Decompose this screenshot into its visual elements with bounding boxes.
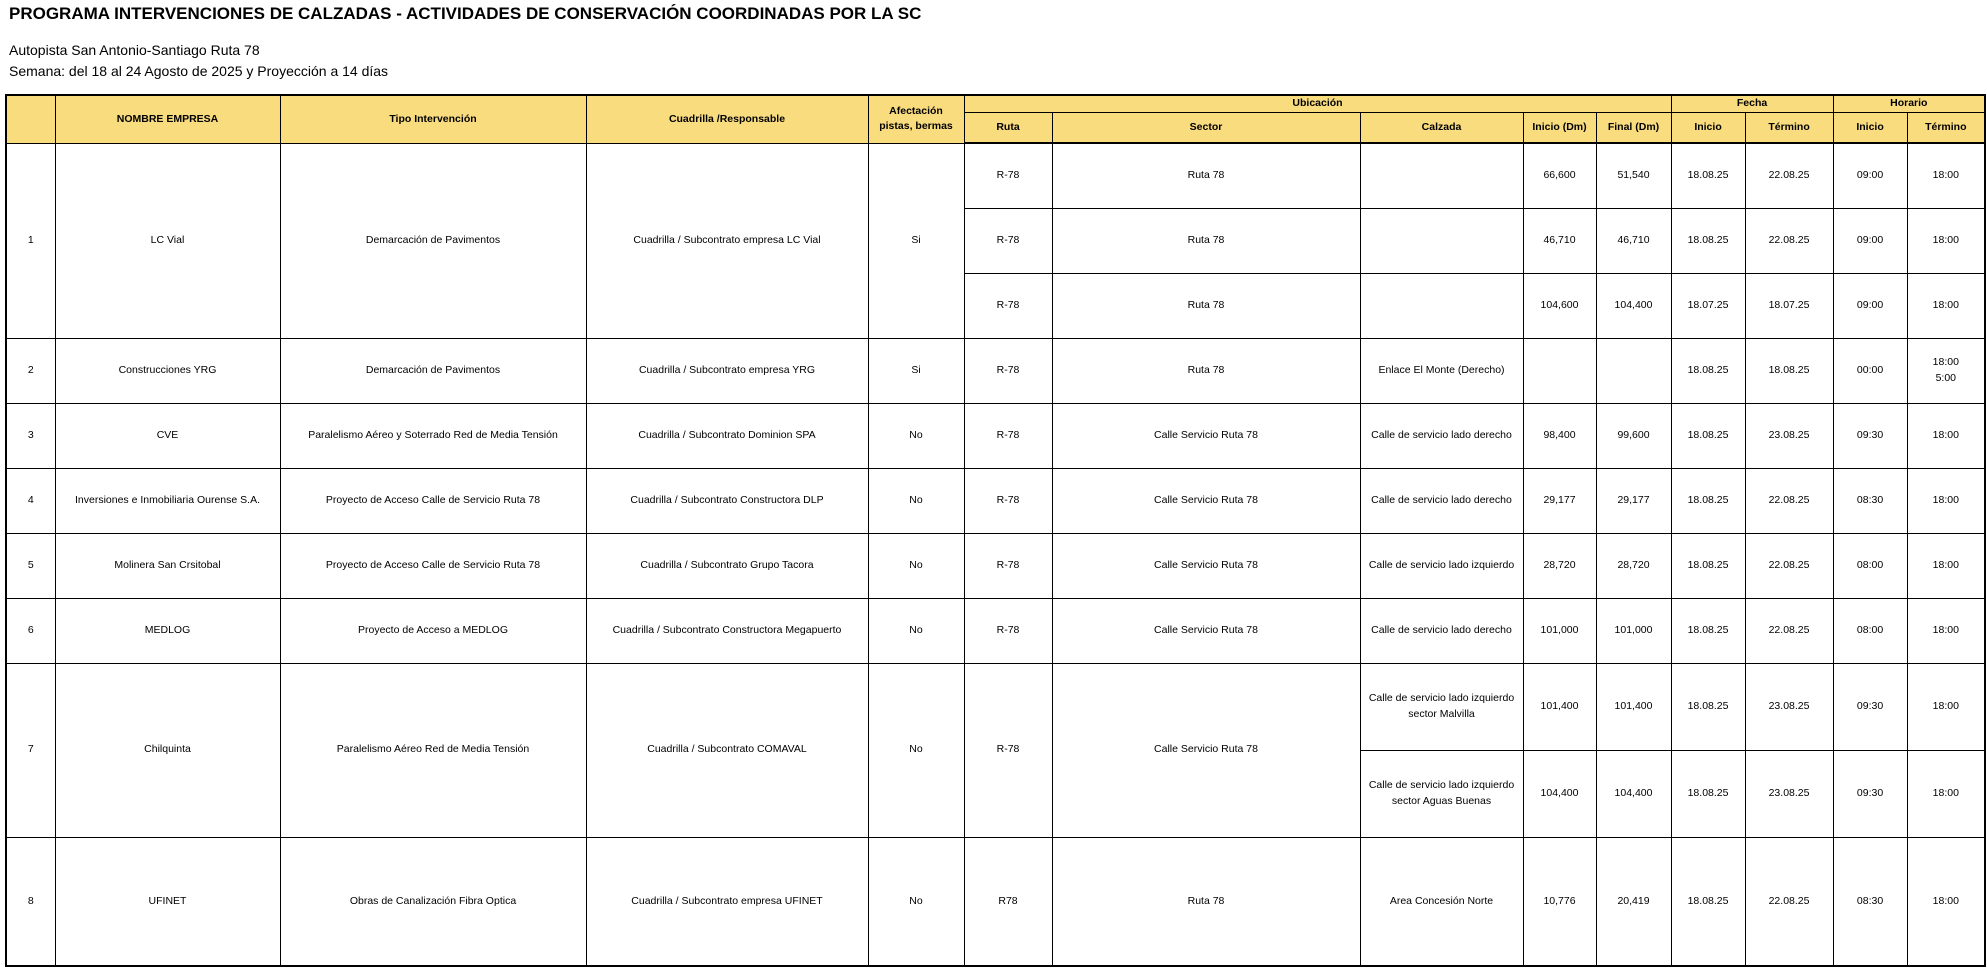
cell-ruta: R-78 — [964, 468, 1052, 533]
table-row — [6, 598, 1985, 663]
header-final-dm: Final (Dm) — [1596, 112, 1671, 143]
cell-inicio-dm: 104,600 — [1523, 273, 1596, 338]
cell-sector: Calle Servicio Ruta 78 — [1052, 533, 1360, 598]
cell-afectacion: No — [868, 468, 964, 533]
cell-calzada — [1360, 750, 1523, 837]
cell-inicio-dm: 66,600 — [1523, 143, 1596, 208]
cell-ruta: R-78 — [964, 663, 1052, 837]
header-cuadrilla: Cuadrilla /Responsable — [586, 95, 868, 143]
table-row — [6, 143, 1985, 208]
cell-inicio-dm: 28,720 — [1523, 533, 1596, 598]
cell-ruta: R-78 — [964, 273, 1052, 338]
cell-fecha-inicio: 18.08.25 — [1671, 750, 1745, 837]
cell-fecha-termino: 22.08.25 — [1745, 598, 1833, 663]
cell-calzada: Calle de servicio lado izquierdo — [1360, 533, 1523, 598]
cell-fecha-termino: 23.08.25 — [1745, 750, 1833, 837]
cell-hora-inicio: 08:30 — [1833, 468, 1907, 533]
cell-afectacion: No — [868, 533, 964, 598]
cell-hora-termino: 18:00 — [1907, 468, 1985, 533]
cell-empresa: Chilquinta — [55, 663, 280, 837]
cell-fecha-inicio: 18.08.25 — [1671, 338, 1745, 403]
cell-tipo: Proyecto de Acceso Calle de Servicio Ruta 78 — [280, 533, 586, 598]
cell-hora-termino-line1: 18:00 — [1932, 356, 1959, 369]
cell-hora-inicio: 09:00 — [1833, 143, 1907, 208]
cell-sector: Ruta 78 — [1052, 143, 1360, 208]
cell-final-dm: 99,600 — [1596, 403, 1671, 468]
cell-afectacion: No — [868, 403, 964, 468]
cell-ruta: R-78 — [964, 208, 1052, 273]
cell-hora-termino: 18:00 — [1907, 273, 1985, 338]
table-body — [6, 143, 1985, 966]
header-fecha-termino: Término — [1745, 112, 1833, 143]
cell-empresa: UFINET — [55, 837, 280, 966]
cell-ruta: R-78 — [964, 403, 1052, 468]
cell-cuadrilla: Cuadrilla / Subcontrato Constructora DLP — [586, 468, 868, 533]
cell-tipo: Paralelismo Aéreo y Soterrado Red de Media Tensión — [280, 403, 586, 468]
cell-ruta: R78 — [964, 837, 1052, 966]
cell-num: 5 — [6, 533, 55, 598]
cell-num: 8 — [6, 837, 55, 966]
cell-num: 6 — [6, 598, 55, 663]
header-tipo: Tipo Intervención — [280, 95, 586, 143]
cell-calzada-line2: sector Malvilla — [1408, 707, 1475, 720]
cell-hora-termino-line2: 5:00 — [1935, 371, 1957, 384]
cell-empresa: MEDLOG — [55, 598, 280, 663]
cell-calzada-line1: Calle de servicio lado izquierdo — [1368, 779, 1515, 792]
cell-sector: Ruta 78 — [1052, 338, 1360, 403]
cell-inicio-dm: 104,400 — [1523, 750, 1596, 837]
header-group-horario: Horario — [1833, 95, 1985, 112]
cell-hora-inicio: 08:00 — [1833, 533, 1907, 598]
cell-calzada: Area Concesión Norte — [1360, 837, 1523, 966]
cell-num: 3 — [6, 403, 55, 468]
cell-inicio-dm: 98,400 — [1523, 403, 1596, 468]
cell-hora-inicio: 09:30 — [1833, 750, 1907, 837]
cell-tipo: Proyecto de Acceso a MEDLOG — [280, 598, 586, 663]
cell-num: 1 — [6, 143, 55, 338]
table-row — [6, 533, 1985, 598]
cell-final-dm: 101,400 — [1596, 663, 1671, 750]
header-afectacion — [868, 95, 964, 143]
cell-hora-termino: 18:00 — [1907, 598, 1985, 663]
cell-hora-termino — [1907, 338, 1985, 403]
cell-fecha-inicio: 18.08.25 — [1671, 208, 1745, 273]
cell-hora-inicio: 09:30 — [1833, 403, 1907, 468]
cell-calzada: Enlace El Monte (Derecho) — [1360, 338, 1523, 403]
cell-hora-termino: 18:00 — [1907, 663, 1985, 750]
header-sector: Sector — [1052, 112, 1360, 143]
cell-afectacion: Si — [868, 143, 964, 338]
table-row — [6, 663, 1985, 750]
cell-cuadrilla: Cuadrilla / Subcontrato COMAVAL — [586, 663, 868, 837]
document-subtitle-route: Autopista San Antonio-Santiago Ruta 78 — [9, 42, 260, 58]
cell-sector: Calle Servicio Ruta 78 — [1052, 403, 1360, 468]
table-header — [6, 95, 1985, 143]
cell-empresa: Molinera San Crsitobal — [55, 533, 280, 598]
cell-hora-inicio: 08:30 — [1833, 837, 1907, 966]
cell-hora-inicio: 00:00 — [1833, 338, 1907, 403]
cell-fecha-inicio: 18.08.25 — [1671, 403, 1745, 468]
cell-num: 7 — [6, 663, 55, 837]
cell-cuadrilla: Cuadrilla / Subcontrato empresa UFINET — [586, 837, 868, 966]
cell-hora-inicio: 09:00 — [1833, 273, 1907, 338]
header-group-ubicacion: Ubicación — [964, 95, 1671, 112]
cell-sector: Calle Servicio Ruta 78 — [1052, 598, 1360, 663]
cell-hora-inicio: 09:30 — [1833, 663, 1907, 750]
cell-hora-termino: 18:00 — [1907, 208, 1985, 273]
cell-fecha-inicio: 18.08.25 — [1671, 598, 1745, 663]
cell-fecha-termino: 22.08.25 — [1745, 533, 1833, 598]
header-group-fecha: Fecha — [1671, 95, 1833, 112]
cell-hora-termino: 18:00 — [1907, 750, 1985, 837]
cell-afectacion: No — [868, 663, 964, 837]
cell-hora-termino: 18:00 — [1907, 143, 1985, 208]
cell-calzada-line1: Calle de servicio lado izquierdo — [1368, 692, 1515, 705]
cell-hora-termino: 18:00 — [1907, 533, 1985, 598]
cell-calzada — [1360, 208, 1523, 273]
header-num — [6, 95, 55, 143]
cell-ruta: R-78 — [964, 338, 1052, 403]
cell-inicio-dm — [1523, 338, 1596, 403]
cell-tipo: Paralelismo Aéreo Red de Media Tensión — [280, 663, 586, 837]
cell-inicio-dm: 46,710 — [1523, 208, 1596, 273]
header-inicio-dm: Inicio (Dm) — [1523, 112, 1596, 143]
table-row — [6, 403, 1985, 468]
cell-fecha-termino: 22.08.25 — [1745, 208, 1833, 273]
table-row — [6, 468, 1985, 533]
table-row — [6, 338, 1985, 403]
cell-fecha-inicio: 18.07.25 — [1671, 273, 1745, 338]
cell-sector: Ruta 78 — [1052, 837, 1360, 966]
cell-sector: Calle Servicio Ruta 78 — [1052, 663, 1360, 837]
cell-hora-inicio: 08:00 — [1833, 598, 1907, 663]
cell-final-dm: 28,720 — [1596, 533, 1671, 598]
cell-calzada-line2: sector Aguas Buenas — [1391, 794, 1492, 807]
header-ruta: Ruta — [964, 112, 1052, 143]
cell-num: 4 — [6, 468, 55, 533]
cell-fecha-termino: 22.08.25 — [1745, 143, 1833, 208]
cell-calzada — [1360, 663, 1523, 750]
cell-num: 2 — [6, 338, 55, 403]
cell-empresa: CVE — [55, 403, 280, 468]
cell-fecha-inicio: 18.08.25 — [1671, 533, 1745, 598]
cell-final-dm — [1596, 338, 1671, 403]
cell-fecha-inicio: 18.08.25 — [1671, 837, 1745, 966]
cell-fecha-termino: 18.08.25 — [1745, 338, 1833, 403]
cell-inicio-dm: 101,000 — [1523, 598, 1596, 663]
cell-empresa: Construcciones YRG — [55, 338, 280, 403]
header-hora-inicio: Inicio — [1833, 112, 1907, 143]
cell-hora-termino: 18:00 — [1907, 403, 1985, 468]
cell-cuadrilla: Cuadrilla / Subcontrato empresa YRG — [586, 338, 868, 403]
cell-inicio-dm: 101,400 — [1523, 663, 1596, 750]
cell-tipo: Demarcación de Pavimentos — [280, 143, 586, 338]
cell-ruta: R-78 — [964, 598, 1052, 663]
cell-fecha-termino: 23.08.25 — [1745, 663, 1833, 750]
cell-calzada — [1360, 143, 1523, 208]
cell-fecha-inicio: 18.08.25 — [1671, 663, 1745, 750]
cell-afectacion: No — [868, 837, 964, 966]
cell-final-dm: 104,400 — [1596, 273, 1671, 338]
table-row — [6, 837, 1985, 966]
cell-inicio-dm: 10,776 — [1523, 837, 1596, 966]
cell-sector: Ruta 78 — [1052, 273, 1360, 338]
cell-final-dm: 101,000 — [1596, 598, 1671, 663]
cell-inicio-dm: 29,177 — [1523, 468, 1596, 533]
cell-fecha-termino: 22.08.25 — [1745, 837, 1833, 966]
document-subtitle-week: Semana: del 18 al 24 Agosto de 2025 y Proyección a 14 días — [9, 63, 389, 79]
cell-calzada: Calle de servicio lado derecho — [1360, 598, 1523, 663]
cell-empresa: Inversiones e Inmobiliaria Ourense S.A. — [55, 468, 280, 533]
cell-tipo: Demarcación de Pavimentos — [280, 338, 586, 403]
header-fecha-inicio: Inicio — [1671, 112, 1745, 143]
cell-fecha-inicio: 18.08.25 — [1671, 143, 1745, 208]
cell-final-dm: 20,419 — [1596, 837, 1671, 966]
cell-hora-inicio: 09:00 — [1833, 208, 1907, 273]
cell-calzada: Calle de servicio lado derecho — [1360, 403, 1523, 468]
header-empresa: NOMBRE EMPRESA — [55, 95, 280, 143]
header-afectacion-line1: Afectación — [889, 105, 943, 118]
interventions-table — [5, 94, 1986, 967]
cell-final-dm: 104,400 — [1596, 750, 1671, 837]
cell-final-dm: 29,177 — [1596, 468, 1671, 533]
cell-fecha-termino: 22.08.25 — [1745, 468, 1833, 533]
cell-empresa: LC Vial — [55, 143, 280, 338]
cell-sector: Calle Servicio Ruta 78 — [1052, 468, 1360, 533]
cell-cuadrilla: Cuadrilla / Subcontrato Constructora Megapuerto — [586, 598, 868, 663]
cell-afectacion: No — [868, 598, 964, 663]
header-calzada: Calzada — [1360, 112, 1523, 143]
cell-tipo: Proyecto de Acceso Calle de Servicio Ruta 78 — [280, 468, 586, 533]
cell-cuadrilla: Cuadrilla / Subcontrato Dominion SPA — [586, 403, 868, 468]
cell-tipo: Obras de Canalización Fibra Optica — [280, 837, 586, 966]
cell-hora-termino: 18:00 — [1907, 837, 1985, 966]
cell-afectacion: Si — [868, 338, 964, 403]
cell-final-dm: 46,710 — [1596, 208, 1671, 273]
cell-fecha-termino: 18.07.25 — [1745, 273, 1833, 338]
header-hora-termino: Término — [1907, 112, 1985, 143]
cell-cuadrilla: Cuadrilla / Subcontrato Grupo Tacora — [586, 533, 868, 598]
cell-cuadrilla: Cuadrilla / Subcontrato empresa LC Vial — [586, 143, 868, 338]
cell-calzada — [1360, 273, 1523, 338]
cell-sector: Ruta 78 — [1052, 208, 1360, 273]
header-afectacion-line2: pistas, bermas — [879, 120, 953, 133]
cell-ruta: R-78 — [964, 143, 1052, 208]
cell-ruta: R-78 — [964, 533, 1052, 598]
cell-calzada: Calle de servicio lado derecho — [1360, 468, 1523, 533]
cell-final-dm: 51,540 — [1596, 143, 1671, 208]
document-title: PROGRAMA INTERVENCIONES DE CALZADAS - ACTIVIDADES DE CONSERVACIÓN COORDINADAS POR LA SC — [9, 4, 922, 23]
cell-fecha-inicio: 18.08.25 — [1671, 468, 1745, 533]
cell-fecha-termino: 23.08.25 — [1745, 403, 1833, 468]
